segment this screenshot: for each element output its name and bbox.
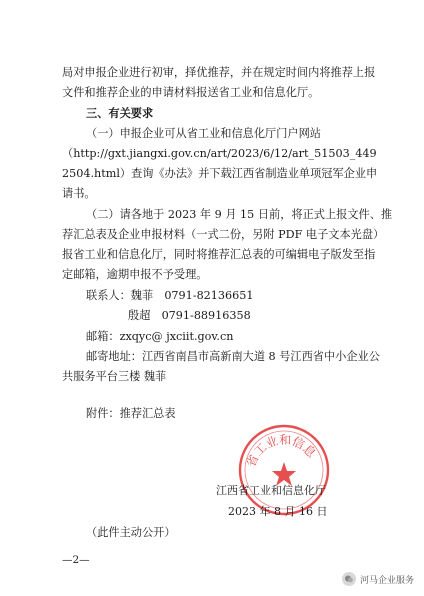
body-line-5: 请书。 bbox=[62, 187, 96, 200]
body-line-9: 定邮箱，逾期申报不予受理。 bbox=[62, 268, 208, 281]
body-line-8: 报省工业和信息化厅，同时将推荐汇总表的可编辑电子版发至指 bbox=[62, 248, 376, 261]
body-line-2: 文件和推荐企业的申请材料报送省工业和信息化厅。 bbox=[62, 86, 320, 99]
email-line: 邮箱：zxqyc@ jxciit.gov.cn bbox=[86, 330, 234, 343]
official-seal bbox=[236, 422, 332, 518]
attachment-line: 附件：推荐汇总表 bbox=[86, 407, 176, 420]
address-line-1: 邮寄地址：江西省南昌市高新南大道 8 号江西省中小企业公 bbox=[86, 350, 380, 363]
section-heading-requirements: 三、有关要求 bbox=[86, 106, 154, 120]
url-line: （http://gxt.jiangxi.gov.cn/art/2023/6/12/art_51503_449 bbox=[62, 147, 377, 160]
disclosure-note: （此件主动公开） bbox=[86, 526, 176, 539]
body-line-4: 2504.html）查询《办法》并下载江西省制造业单项冠军企业申 bbox=[62, 167, 378, 180]
address-line-2: 共服务平台三楼 魏菲 bbox=[62, 370, 167, 383]
signature-org: 江西省工业和信息化厅 bbox=[216, 484, 326, 497]
seal-text: 省工业和信息 bbox=[243, 432, 319, 470]
watermark bbox=[342, 572, 414, 586]
page-number: —2— bbox=[62, 554, 90, 566]
signature-date: 2023 年 8 月 16 日 bbox=[228, 505, 328, 518]
contact-line-1: 联系人：魏菲 0791-82136651 bbox=[86, 289, 254, 302]
watermark-text: 河马企业服务 bbox=[359, 575, 414, 586]
body-line-6: （二）请各地于 2023 年 9 月 15 日前，将正式上报文件、推 bbox=[86, 208, 393, 221]
body-line-3: （一）申报企业可从省工业和信息化厅门户网站 bbox=[86, 127, 321, 140]
body-line-1: 局对申报企业进行初审，择优推荐，并在规定时间内将推荐上报 bbox=[62, 66, 376, 79]
wechat-icon bbox=[342, 572, 356, 586]
contact-line-2: 殷超 0791-88916358 bbox=[128, 309, 251, 322]
body-line-7: 荐汇总表及企业申报材料（一式二份，另附 PDF 电子文本光盘） bbox=[62, 228, 385, 241]
